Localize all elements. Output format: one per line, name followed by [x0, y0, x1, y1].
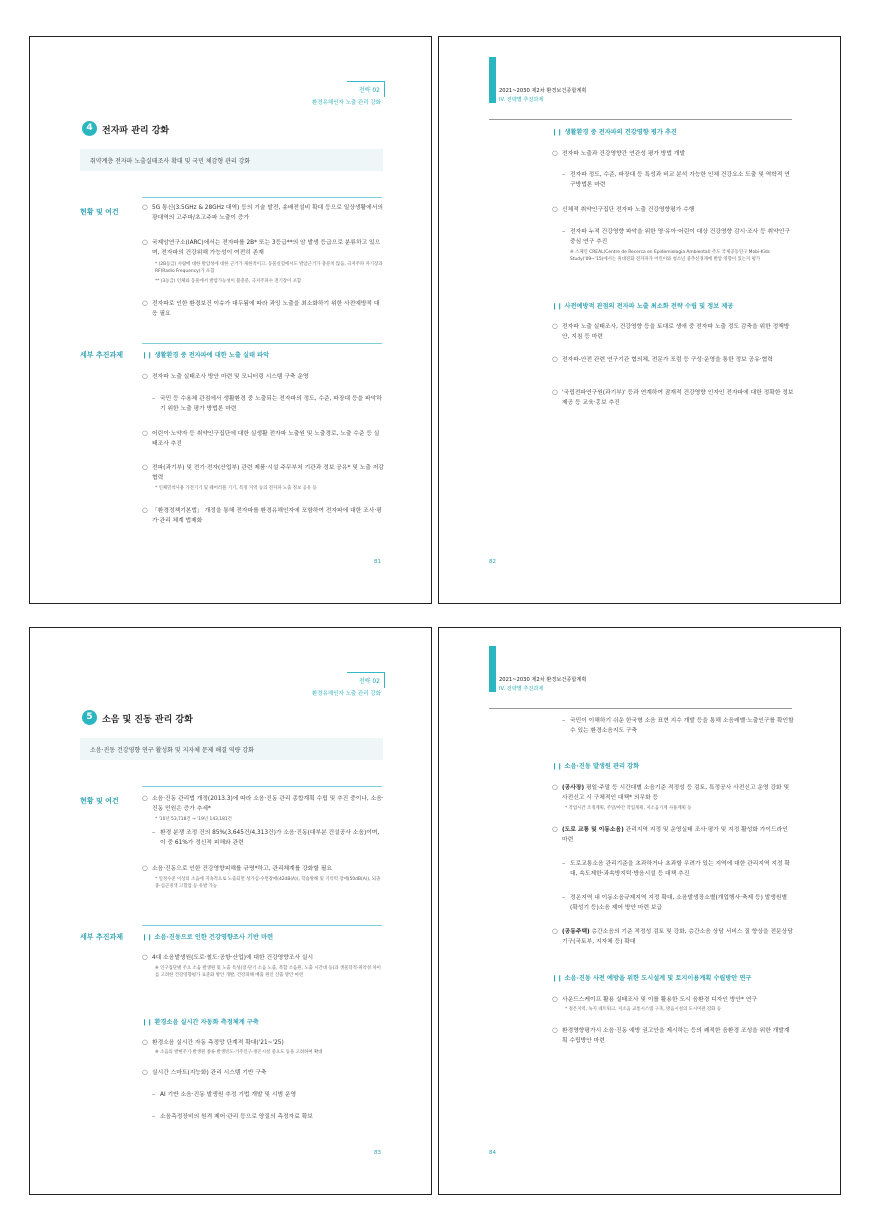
footnote: ※ 인구집단별 주요 소음 발생원 및 노출 특성(장·단기 소음 노출, 복합 소음원, 노출 시간대 등)과 생물학적·취약성 차이를 고려한 건강영향평가 표준화 방안 개발, 건강피해 배출 원인 산출 방안 마련	[155, 966, 381, 979]
list-marker: ○	[142, 238, 148, 246]
task-item: 환경영향평가시 소음·진동 예방 권고안을 제시하는 등의 쾌적한 음환경 조성을 위한 개발계획 수립방안 마련	[562, 1028, 790, 1045]
task-subheading: ❙❙ 생활환경 중 전자파의 건강영향 평가 추진	[552, 129, 677, 136]
header-subtitle: IV. 전략별 추진과제	[499, 97, 544, 103]
list-marker: ○	[552, 205, 558, 213]
header-subtitle: IV. 전략별 추진과제	[499, 686, 544, 692]
header-divider	[489, 708, 792, 709]
list-marker: ○	[142, 506, 148, 514]
task-item: 전자파-안전 관련 연구기관 협의체, 전문가 포럼 등 구성·운영을 통한 정보 공유·협력	[562, 357, 773, 363]
footnote: * (2B등급) 사람에 대한 발암성에 대한 근거가 제한적이고, 동물실험에서도 발암근거가 충분치 않음, 극저주파 자기장과 RF(Radio Frequency)가 포함	[155, 262, 383, 275]
task-subheading: ❙❙ 소음·진동으로 인한 건강영향조사 기반 마련	[142, 934, 274, 941]
task-item: 전자파 노출과 건강영향간 연관성 평가 방법 개발	[562, 151, 686, 157]
footnote: ※ 소음의 발현주기·발생원 종류·발생빈도·거주인구·정온시설 중요도 등을 고려하여 확대	[155, 1050, 323, 1055]
list-marker: ○	[142, 1038, 148, 1046]
dash-marker: –	[562, 170, 566, 178]
task-item: 전자파 노출 실태조사, 건강영향 등을 토대로 생애 중 전자파 노출 정도 감축을 위한 정책방안, 지침 등 마련	[562, 324, 790, 341]
section-number-badge: 4	[82, 121, 97, 136]
strategy-subtitle: 환경유해인자 노출 관리 강화	[311, 100, 381, 106]
label-tasks: 세부 추진과제	[80, 351, 124, 359]
list-marker: ○	[142, 429, 148, 437]
list-marker: ○	[552, 388, 558, 396]
page-number: 83	[374, 1150, 381, 1156]
page-number: 81	[374, 559, 381, 565]
dash-marker: –	[152, 1090, 156, 1098]
dash-marker: –	[562, 227, 566, 235]
list-marker: ○	[142, 463, 148, 471]
list-marker: ○	[142, 864, 148, 872]
footnote: ※ 스페인 CREAL(Centre de Recerca en Epidemiologia Ambiental) 주도 국제공동연구 Mobi-Kids Study('09~'15)에서는 휴대전화 전자파가 어린이와 청소년 중추신경계에 발암 영향이 있는지 평가	[570, 250, 770, 263]
list-marker: ○	[552, 825, 558, 833]
section-number-badge: 5	[82, 710, 97, 725]
dash-marker: –	[152, 1112, 156, 1120]
list-marker: ○	[552, 927, 558, 935]
page-number: 84	[489, 1150, 496, 1156]
list-marker: ○	[552, 1026, 558, 1034]
task-item: 4대 소음발생원(도로·철도·공항·산업)에 대한 건강영향조사 실시	[152, 955, 314, 961]
dash-marker: –	[152, 394, 156, 402]
header-title: 2021~2030 제2차 환경보건종합계획	[499, 677, 587, 683]
header-bar	[489, 646, 496, 692]
task-subheading: ❙❙ 환경소음 실시간 자동화 측정체계 구축	[142, 1019, 259, 1026]
task-subheading: ❙❙ 소음·진동 사전 예방을 위한 도시설계 및 토지이용계획 수립방안 연구	[552, 975, 752, 982]
label-status: 현황 및 여건	[80, 797, 119, 805]
task-item: (도로 교통 및 이동소음) 관리지역 지정 및 운영실태 조사·평가 및 지정 활성화 가이드라인 마련	[562, 827, 788, 844]
task-item: (공동주택) 층간소음의 기준 적정성 검토 및 강화, 층간소음 상담 서비스 질 향상을 전문상담기구(국토부, 지자체 등) 확대	[562, 929, 793, 946]
task-detail: AI 기반 소음·진동 발생원 추정 기법 개발 및 시범 운영	[160, 1092, 297, 1098]
task-detail: 도로교통소음 관리기준을 초과하거나 초과할 우려가 있는 지역에 대한 관리지역 지정 확대, 속도제한·과속방지턱·방음시설 등 대책 추진	[570, 861, 791, 878]
strategy-tag: 전략 02	[347, 672, 385, 688]
goal-box	[80, 149, 383, 171]
list-marker: ○	[552, 783, 558, 791]
list-marker: ○	[142, 953, 148, 961]
task-detail: 전자파 정도, 수준, 파장대 등 특성과 비교 분석 가능한 인체 건강요소 도출 및 역학적 연구방법론 마련	[570, 172, 790, 189]
footnote: * 작업시간 조정계획, 주말/야간 작업계획, 저소음기계 사용계획 등	[565, 806, 692, 811]
header-divider	[489, 119, 792, 120]
task-item: (공사장) 평일·주말 등 시간대별 소음기준 적정성 등 검토, 특정공사 사전신고 운영 강화 및 사전신고 시 구체적인 대책* 의무화 등	[562, 785, 790, 802]
footnote: * 인체밀착사용 가전기기 및 웨어러블 기기, 특정 지역 등의 전자파 노출 정보 공유 등	[155, 486, 317, 491]
task-subheading: ❙❙ 사전예방적 관점의 전자파 노출 최소화 전략 수립 및 정보 제공	[552, 303, 734, 310]
divider	[142, 786, 382, 787]
list-marker: ○	[552, 149, 558, 157]
dash-marker: –	[152, 828, 156, 836]
page-82	[438, 36, 841, 604]
task-item: 「환경정책기본법」 개정을 통해 전자파를 환경유해인자에 포함하여 전자파에 대한 조사·평가·관리 체계 법제화	[152, 508, 382, 525]
divider	[142, 343, 382, 344]
page-84	[438, 627, 841, 1195]
goal-text: 소음·진동 건강영향 연구 활성화 및 지자체 문제 해결 역량 강화	[90, 746, 254, 754]
divider	[142, 197, 382, 198]
task-item: 전파(과기부) 및 전기·전자(산업부) 관련 제품·시설 주무부처 기관과 정보 공유* 및 노출 저감 협력	[152, 465, 384, 482]
status-item: 소음·진동으로 인한 건강영향피해를 규명*하고, 관리체계를 강화할 필요	[152, 866, 333, 872]
task-detail: 정온지역 내 이동소음규제지역 지정 확대, 소음발생장소별(개업행사·축제 등) 발생원별(확성기 등)소음 제어 방안 마련 보급	[570, 895, 788, 912]
goal-text: 취약계층 전자파 노출실태조사 확대 및 국민 체감형 관리 강화	[90, 157, 251, 165]
footnote: ** (3등급) 인체와 동물에서 발암가능성이 불충분, 극저주파수 전기장이 포함	[155, 279, 302, 284]
goal-box	[80, 738, 383, 760]
task-item: 신체적 취약인구집단 전자파 노출 건강영향평가 수행	[562, 207, 695, 213]
task-item: '국립전파연구원(과기부)' 등과 연계하여 잠재적 건강영향 인자인 전자파에 대한 정확한 정보 제공 등 교육·홍보 추진	[562, 390, 794, 407]
footnote: * 일정수준 이상의 소음에 지속적으로 노출되면 성가심·수면장애(42dB(A)), 학습방해 및 기억력 장애(50dB(A)), 뇌졸중·심근경색 고혈압 등 유발 가능	[155, 877, 381, 890]
task-subheading: ❙❙ 소음·진동 발생원 관리 강화	[552, 763, 640, 770]
page-81	[29, 36, 432, 604]
list-marker: ○	[142, 1068, 148, 1076]
task-item: 사운드스케이프 활용 실태조사 및 이를 활용한 도시 음환경 디자인 방안* 연구	[562, 997, 757, 1003]
task-detail: 전자파 누적 건강영향 파악을 위한 영·유아·어린이 대상 건강영향 감시·조사 등 취약인구 중심 연구 추진	[570, 229, 790, 246]
list-marker: ○	[552, 355, 558, 363]
status-item: 소음·진동 관리법 개정(2013.3)에 따라 소음·진동 관리 종합계획 수립 및 추진 중이나, 소음·진동 민원은 증가 추세*	[152, 796, 384, 813]
header-bar	[489, 57, 496, 103]
task-subheading: ❙❙ 생활환경 중 전자파에 대한 노출 실태 파악	[142, 352, 270, 359]
task-item: 실시간 스마트(지능화) 관리 시스템 기반 구축	[152, 1070, 267, 1076]
label-tasks: 세부 추진과제	[80, 933, 124, 941]
strategy-subtitle: 환경유해인자 노출 관리 강화	[311, 691, 381, 697]
status-item: 국제암연구소(IARC)에서는 전자파를 2B* 또는 3등급**의 암 발생 등급으로 분류하고 있으며, 전자파의 건강위해 가능성이 여전히 존재	[152, 240, 381, 257]
status-item: 전자파로 인한 환경보건 이슈가 대두됨에 따라 과잉 노출을 최소화하기 위한 사전예방적 대응 필요	[152, 301, 380, 318]
task-item: 환경소음 실시간 자동 측정망 단계적 확대('21~'25)	[152, 1040, 284, 1046]
dash-marker: –	[562, 716, 566, 724]
task-detail: 소음측정장비의 원격 제어·관리 등으로 양질의 측정자료 확보	[160, 1114, 313, 1120]
footnote: * '10년 53,718건 → '19년 143,181건	[155, 817, 232, 822]
list-marker: ○	[142, 794, 148, 802]
divider	[142, 925, 382, 926]
footnote: * 정온지역, 녹지 네트워크, 저소음 교통시스템 구축, 방음시설의 도시미관 강화 등	[565, 1007, 722, 1012]
list-marker: ○	[142, 372, 148, 380]
header-title: 2021~2030 제2차 환경보건종합계획	[499, 88, 587, 94]
list-marker: ○	[142, 203, 148, 211]
task-item: 전자파 노출 실태조사 방안 마련 및 모니터링 시스템 구축 운영	[152, 374, 309, 380]
dash-marker: –	[562, 893, 566, 901]
section-title: 전자파 관리 강화	[102, 126, 170, 136]
list-marker: ○	[142, 299, 148, 307]
label-status: 현황 및 여건	[80, 208, 119, 216]
page-83	[29, 627, 432, 1195]
status-item: 5G 통신(3.5GHz & 28GHz 대역) 등의 기술 발전, 송배전설비 확대 등으로 일상생활에서의 광대역의 고주파/초고주파 노출이 증가	[152, 205, 383, 222]
section-title: 소음 및 진동 관리 강화	[102, 715, 193, 725]
list-marker: ○	[552, 995, 558, 1003]
strategy-tag: 전략 02	[347, 81, 385, 97]
task-detail: 국민이 이해하기 쉬운 한국형 소음 표현 지수 개발 등을 통해 소음레벨·노출인구를 확인할 수 있는 환경소음지도 구축	[570, 718, 794, 735]
status-detail: 환경 분쟁 조정 건의 85%(3,645건/4,313건)가 소음·진동(대부분 건설공사 소음)이며, 이 중 61%가 정신적 피해와 관련	[160, 830, 380, 847]
list-marker: ○	[552, 322, 558, 330]
page-number: 82	[489, 559, 496, 565]
task-item: 어린이·노약자 등 취약인구집단에 대한 실생활 전자파 노출원 및 노출경로, 노출 수준 등 실태조사 추진	[152, 431, 380, 448]
dash-marker: –	[562, 859, 566, 867]
task-detail: 국민 등 수용체 관점에서 생활환경 중 노출되는 전자파의 정도, 수준, 파장대 등을 파악하기 위한 노출 평가 방법론 마련	[160, 396, 382, 413]
